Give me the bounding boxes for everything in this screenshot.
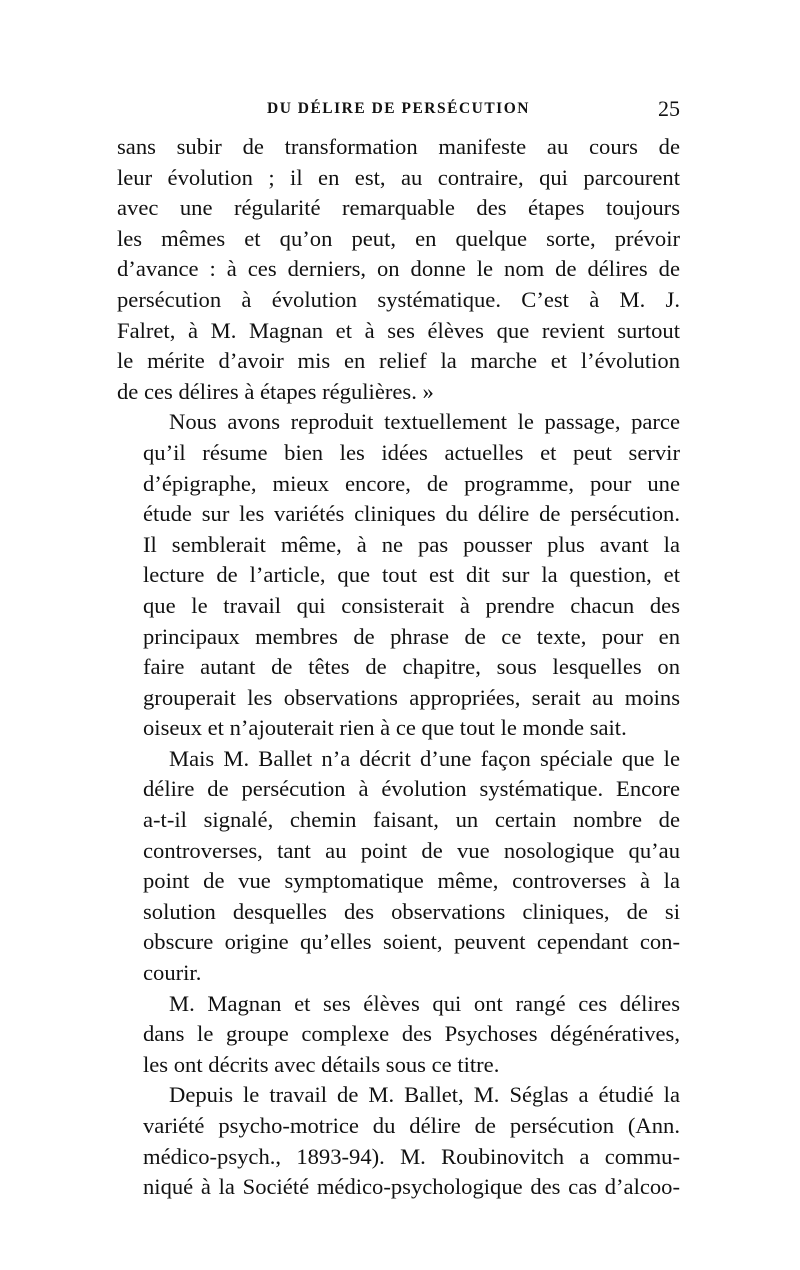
text-line: solution desquelles des observations cliniques, de si <box>143 898 680 924</box>
text-line: médico-psych., 1893-94). M. Roubinovitch a commu- <box>143 1143 680 1169</box>
text-line: dans le groupe complexe des Psychoses dégénératives, <box>143 1021 680 1047</box>
text-line: a-t-il signalé, chemin faisant, un certain nombre de <box>143 807 680 833</box>
paragraph <box>117 989 680 1081</box>
text-line: variété psycho-motrice du délire de persécution (Ann. <box>143 1113 680 1138</box>
text-line: faire autant de têtes de chapitre, sous lesquelles on <box>143 654 680 680</box>
text-line: obscure origine qu’elles soient, peuvent cependant con- <box>143 929 680 955</box>
text-line: grouperait les observations appropriées, serait au moins <box>143 684 680 710</box>
text-line: Depuis le travail de M. Ballet, M. Séglas a étudié la <box>169 1082 680 1108</box>
book-page <box>117 96 680 1203</box>
paragraph <box>117 132 680 407</box>
text-line: qu’il résume bien les idées actuelles et peut servir <box>143 439 680 465</box>
text-line: de ces délires à étapes régulières. » <box>117 378 434 404</box>
text-line: Nous avons reproduit textuellement le passage, parce <box>169 409 680 435</box>
text-line: avec une régularité remarquable des étapes toujours <box>117 195 680 221</box>
text-line: point de vue symptomatique même, controverses à la <box>143 868 680 894</box>
text-line: principaux membres de phrase de ce texte, pour en <box>143 623 680 649</box>
text-line: étude sur les variétés cliniques du délire de persécution. <box>143 501 680 527</box>
paragraph <box>117 1080 680 1202</box>
text-line: niqué à la Société médico-psychologique des cas d’alcoo- <box>143 1174 680 1200</box>
text-line: courir. <box>143 960 202 986</box>
running-head <box>117 96 680 126</box>
text-line: sans subir de transformation manifeste au cours de <box>117 134 680 159</box>
text-line: controverses, tant au point de vue nosologique qu’au <box>143 837 680 863</box>
text-line: d’avance : à ces derniers, on donne le nom de délires de <box>117 256 680 282</box>
paragraph <box>117 744 680 989</box>
text-line: oiseux et n’ajouterait rien à ce que tout le monde sait. <box>143 715 627 741</box>
paragraph <box>117 407 680 744</box>
text-line: M. Magnan et ses élèves qui ont rangé ces délires <box>169 990 680 1016</box>
text-line: que le travail qui consisterait à prendre chacun des <box>143 592 680 618</box>
text-line: Il semblerait même, à ne pas pousser plus avant la <box>143 531 680 557</box>
text-line: Mais M. Ballet n’a décrit d’une façon spéciale que le <box>169 745 680 771</box>
text-line: lecture de l’article, que tout est dit sur la question, et <box>143 562 680 588</box>
running-title: DU DÉLIRE DE PERSÉCUTION <box>267 100 530 117</box>
text-line: leur évolution ; il en est, au contraire, qui parcourent <box>117 164 680 190</box>
text-line: persécution à évolution systématique. C’est à M. J. <box>117 286 680 312</box>
body-text <box>117 132 680 1203</box>
text-line: le mérite d’avoir mis en relief la marche et l’évolution <box>117 348 680 374</box>
text-line: d’épigraphe, mieux encore, de programme, pour une <box>143 470 680 496</box>
text-line: les ont décrits avec détails sous ce titre. <box>143 1051 500 1077</box>
text-line: délire de persécution à évolution systématique. Encore <box>143 776 680 802</box>
page-number: 25 <box>658 96 680 121</box>
text-line: les mêmes et qu’on peut, en quelque sorte, prévoir <box>117 225 680 251</box>
text-line: Falret, à M. Magnan et à ses élèves que revient surtout <box>117 317 680 343</box>
